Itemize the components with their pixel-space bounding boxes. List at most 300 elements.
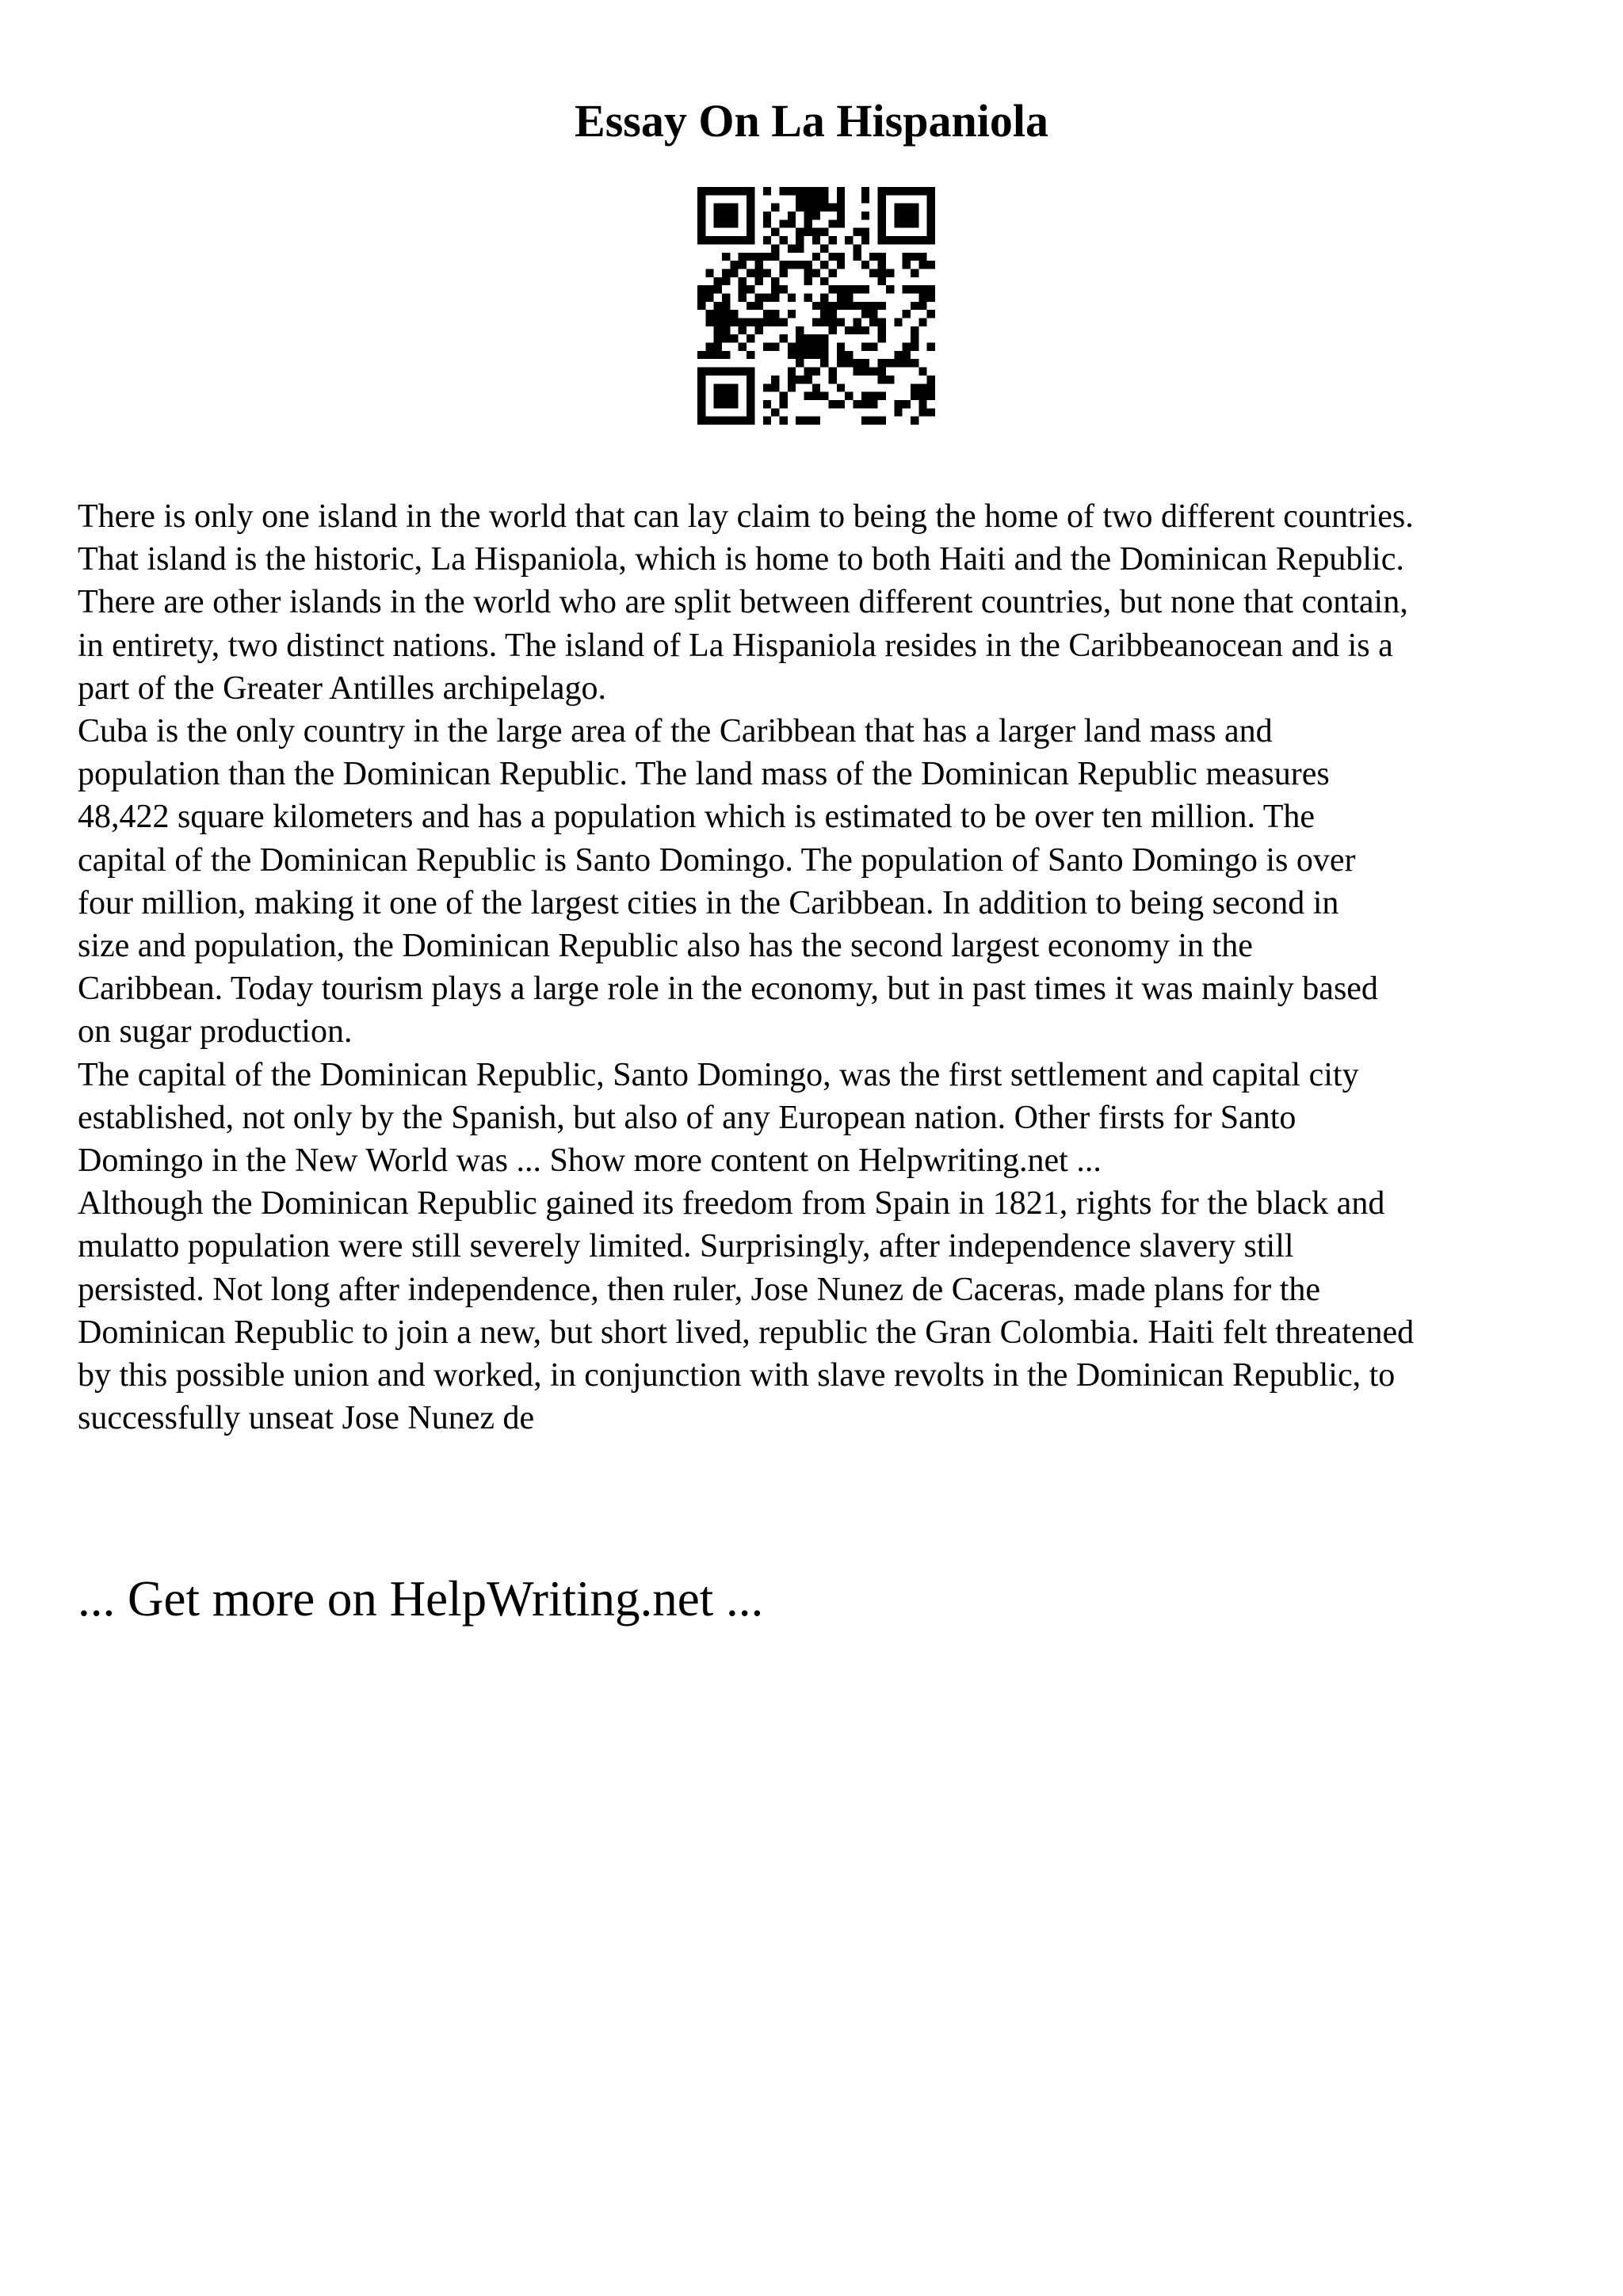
qr-module xyxy=(697,400,705,408)
qr-module xyxy=(705,343,713,351)
qr-module xyxy=(837,253,845,261)
qr-module xyxy=(730,400,738,408)
qr-module xyxy=(911,383,918,391)
qr-module xyxy=(861,343,869,351)
qr-module xyxy=(754,269,762,277)
qr-module xyxy=(730,318,738,326)
text-line: mulatto population were still severely limited. Surprisingly, after independence slavery still xyxy=(78,1228,1294,1265)
qr-module xyxy=(722,392,730,400)
qr-module xyxy=(845,351,853,359)
qr-module xyxy=(754,261,762,269)
qr-module xyxy=(730,310,738,318)
qr-module xyxy=(894,187,902,195)
qr-module xyxy=(854,244,861,252)
qr-module xyxy=(845,236,853,244)
qr-module xyxy=(747,219,754,227)
qr-module xyxy=(829,368,837,376)
essay-body xyxy=(78,495,1568,1440)
qr-module xyxy=(829,400,837,408)
qr-module xyxy=(869,302,877,310)
get-more-link[interactable]: ... Get more on HelpWriting.net ... xyxy=(78,1571,764,1627)
qr-module xyxy=(763,343,771,351)
qr-module xyxy=(779,285,787,293)
page-title: Essay On La Hispaniola xyxy=(575,95,1048,147)
qr-module xyxy=(927,383,935,391)
qr-module xyxy=(861,187,869,195)
qr-module xyxy=(861,285,869,293)
qr-module xyxy=(869,310,877,318)
qr-module xyxy=(730,187,738,195)
qr-module xyxy=(878,187,886,195)
qr-module xyxy=(779,219,787,227)
qr-module xyxy=(820,195,828,203)
qr-module xyxy=(911,236,918,244)
qr-module xyxy=(927,228,935,236)
qr-module xyxy=(714,302,722,310)
qr-module xyxy=(845,392,853,400)
qr-module xyxy=(747,318,754,326)
qr-module xyxy=(788,219,796,227)
text-line: established, not only by the Spanish, but also of any European nation. Other firsts for Santo xyxy=(78,1099,1296,1136)
qr-module xyxy=(894,359,902,367)
qr-module xyxy=(754,293,762,301)
qr-module xyxy=(739,326,747,334)
qr-module xyxy=(763,253,771,261)
qr-module xyxy=(918,187,926,195)
qr-module xyxy=(722,326,730,334)
qr-module xyxy=(820,261,828,269)
qr-module xyxy=(869,368,877,376)
qr-module xyxy=(886,187,894,195)
qr-module xyxy=(747,383,754,391)
qr-module xyxy=(869,417,877,425)
text-line: persisted. Not long after independence, then ruler, Jose Nunez de Caceras, made plans for the xyxy=(78,1271,1321,1308)
qr-module xyxy=(697,408,705,416)
qr-module xyxy=(763,269,771,277)
qr-module xyxy=(739,285,747,293)
qr-module xyxy=(861,310,869,318)
qr-module xyxy=(861,400,869,408)
qr-module xyxy=(722,318,730,326)
paragraph-2 xyxy=(78,710,1568,1054)
text-line: on sugar production. xyxy=(78,1013,353,1051)
qr-module xyxy=(747,228,754,236)
qr-module xyxy=(829,253,837,261)
qr-module xyxy=(903,400,911,408)
qr-module xyxy=(788,187,796,195)
qr-module xyxy=(878,326,886,334)
qr-module xyxy=(739,253,747,261)
qr-module xyxy=(927,343,935,351)
qr-module xyxy=(878,277,886,285)
qr-module xyxy=(886,285,894,293)
qr-module xyxy=(845,285,853,293)
qr-module xyxy=(927,293,935,301)
qr-module xyxy=(820,187,828,195)
qr-module xyxy=(747,269,754,277)
qr-module xyxy=(705,236,713,244)
qr-module xyxy=(697,195,705,203)
qr-module xyxy=(714,383,722,391)
qr-module xyxy=(918,368,926,376)
text-line: Cuba is the only country in the large area of the Caribbean that has a larger land mass and xyxy=(78,713,1273,750)
qr-module xyxy=(714,277,722,285)
text-line: Although the Dominican Republic gained its freedom from Spain in 1821, rights for the black and xyxy=(78,1185,1385,1222)
qr-module xyxy=(788,351,796,359)
qr-module xyxy=(788,343,796,351)
qr-module xyxy=(829,318,837,326)
qr-module xyxy=(722,253,730,261)
qr-module xyxy=(796,228,804,236)
qr-module xyxy=(903,236,911,244)
qr-module xyxy=(820,351,828,359)
qr-module xyxy=(854,368,861,376)
qr-module xyxy=(927,310,935,318)
qr-module xyxy=(911,253,918,261)
qr-module xyxy=(894,408,902,416)
qr-module xyxy=(730,212,738,219)
qr-module xyxy=(927,261,935,269)
qr-module xyxy=(796,417,804,425)
qr-module xyxy=(796,195,804,203)
qr-module xyxy=(918,285,926,293)
qr-module xyxy=(739,277,747,285)
text-line: There are other islands in the world who are split between different countries, but none that contain, xyxy=(78,584,1408,621)
qr-module xyxy=(812,343,820,351)
qr-module xyxy=(804,212,812,219)
text-line: population than the Dominican Republic. The land mass of the Dominican Republic measures xyxy=(78,756,1330,793)
qr-module xyxy=(796,343,804,351)
qr-module xyxy=(788,293,796,301)
qr-module xyxy=(820,310,828,318)
qr-module xyxy=(837,219,845,227)
qr-module xyxy=(837,293,845,301)
qr-module xyxy=(747,400,754,408)
qr-module xyxy=(796,376,804,383)
qr-module xyxy=(861,359,869,367)
qr-module xyxy=(869,400,877,408)
qr-module xyxy=(705,318,713,326)
qr-module xyxy=(854,326,861,334)
qr-module xyxy=(878,212,886,219)
qr-module xyxy=(918,293,926,301)
qr-module xyxy=(911,417,918,425)
qr-module xyxy=(796,326,804,334)
qr-module xyxy=(911,204,918,212)
qr-module xyxy=(714,219,722,227)
qr-module xyxy=(903,310,911,318)
qr-module xyxy=(771,228,779,236)
qr-module xyxy=(869,318,877,326)
qr-module xyxy=(697,293,705,301)
qr-module xyxy=(878,334,886,342)
qr-module xyxy=(820,204,828,212)
qr-module xyxy=(837,343,845,351)
qr-module xyxy=(911,359,918,367)
qr-module xyxy=(705,285,713,293)
qr-module xyxy=(812,368,820,376)
qr-module xyxy=(763,400,771,408)
qr-module xyxy=(837,195,845,203)
qr-module xyxy=(697,285,705,293)
qr-module xyxy=(763,417,771,425)
qr-module xyxy=(697,368,705,376)
qr-module xyxy=(927,408,935,416)
qr-module xyxy=(829,236,837,244)
qr-module xyxy=(927,212,935,219)
qr-module xyxy=(730,417,738,425)
qr-module xyxy=(927,219,935,227)
qr-module xyxy=(812,236,820,244)
qr-module xyxy=(829,269,837,277)
qr-module xyxy=(722,310,730,318)
qr-module xyxy=(820,359,828,367)
qr-module xyxy=(812,253,820,261)
qr-module xyxy=(812,318,820,326)
qr-module xyxy=(763,318,771,326)
qr-code-icon xyxy=(697,187,935,425)
qr-module xyxy=(878,261,886,269)
qr-module xyxy=(812,417,820,425)
qr-module xyxy=(739,293,747,301)
qr-module xyxy=(771,244,779,252)
qr-module xyxy=(697,392,705,400)
qr-module xyxy=(894,219,902,227)
qr-module xyxy=(754,253,762,261)
qr-module xyxy=(804,376,812,383)
qr-module xyxy=(812,195,820,203)
qr-module xyxy=(714,236,722,244)
qr-module xyxy=(878,219,886,227)
qr-module xyxy=(854,302,861,310)
qr-module xyxy=(705,417,713,425)
qr-module xyxy=(739,187,747,195)
qr-module xyxy=(829,310,837,318)
qr-module xyxy=(903,343,911,351)
qr-module xyxy=(886,236,894,244)
text-line: successfully unseat Jose Nunez de xyxy=(78,1400,535,1437)
qr-module xyxy=(722,302,730,310)
qr-module xyxy=(878,228,886,236)
qr-module xyxy=(747,408,754,416)
qr-module xyxy=(747,334,754,342)
qr-module xyxy=(714,417,722,425)
qr-module xyxy=(861,392,869,400)
qr-module xyxy=(804,343,812,351)
qr-module xyxy=(796,261,804,269)
qr-module xyxy=(820,277,828,285)
qr-module xyxy=(918,302,926,310)
qr-module xyxy=(779,417,787,425)
qr-module xyxy=(869,269,877,277)
qr-module xyxy=(845,359,853,367)
qr-module xyxy=(739,236,747,244)
qr-module xyxy=(804,219,812,227)
qr-module xyxy=(771,376,779,383)
qr-module xyxy=(927,392,935,400)
qr-module xyxy=(812,392,820,400)
qr-module xyxy=(854,359,861,367)
qr-module xyxy=(869,392,877,400)
qr-module xyxy=(697,204,705,212)
qr-module xyxy=(845,302,853,310)
qr-module xyxy=(697,302,705,310)
qr-module xyxy=(903,187,911,195)
qr-module xyxy=(714,334,722,342)
qr-module xyxy=(714,392,722,400)
qr-module xyxy=(861,261,869,269)
qr-module xyxy=(911,326,918,334)
qr-module xyxy=(779,269,787,277)
paragraph-1 xyxy=(78,495,1568,710)
qr-module xyxy=(697,351,705,359)
qr-module xyxy=(878,368,886,376)
qr-module xyxy=(747,392,754,400)
qr-module xyxy=(878,318,886,326)
qr-module xyxy=(730,392,738,400)
qr-module xyxy=(722,269,730,277)
qr-module xyxy=(788,383,796,391)
qr-module xyxy=(788,376,796,383)
qr-module xyxy=(714,400,722,408)
qr-module xyxy=(903,359,911,367)
qr-module xyxy=(705,368,713,376)
qr-module xyxy=(771,343,779,351)
qr-module xyxy=(788,244,796,252)
paragraph-3 xyxy=(78,1054,1568,1440)
qr-module xyxy=(927,376,935,383)
qr-module xyxy=(754,326,762,334)
qr-module xyxy=(763,236,771,244)
qr-module xyxy=(845,293,853,301)
qr-module xyxy=(804,269,812,277)
qr-module xyxy=(894,318,902,326)
qr-module xyxy=(903,212,911,219)
qr-module xyxy=(763,310,771,318)
qr-module xyxy=(697,219,705,227)
qr-module xyxy=(722,383,730,391)
qr-module xyxy=(812,269,820,277)
qr-module xyxy=(869,343,877,351)
qr-module xyxy=(747,368,754,376)
qr-module xyxy=(911,187,918,195)
qr-module xyxy=(722,351,730,359)
qr-module xyxy=(837,204,845,212)
qr-module xyxy=(918,383,926,391)
qr-module xyxy=(812,302,820,310)
text-line: part of the Greater Antilles archipelago. xyxy=(78,669,607,707)
qr-module xyxy=(779,261,787,269)
qr-module xyxy=(714,351,722,359)
qr-module xyxy=(886,359,894,367)
qr-module xyxy=(779,392,787,400)
qr-module xyxy=(878,359,886,367)
qr-module xyxy=(812,228,820,236)
qr-module xyxy=(714,318,722,326)
qr-module xyxy=(763,187,771,195)
qr-module xyxy=(796,334,804,342)
qr-module xyxy=(739,318,747,326)
qr-module xyxy=(869,253,877,261)
qr-module xyxy=(697,187,705,195)
qr-module xyxy=(812,351,820,359)
qr-module xyxy=(747,302,754,310)
qr-module xyxy=(722,236,730,244)
qr-module xyxy=(812,187,820,195)
text-line: That island is the historic, La Hispaniola, which is home to both Haiti and the Dominican Republic. xyxy=(78,541,1404,578)
qr-module xyxy=(788,310,796,318)
qr-module xyxy=(754,318,762,326)
qr-module xyxy=(837,400,845,408)
qr-module xyxy=(829,285,837,293)
qr-module xyxy=(754,302,762,310)
qr-module xyxy=(714,343,722,351)
qr-module xyxy=(829,219,837,227)
qr-module xyxy=(779,400,787,408)
text-line: The capital of the Dominican Republic, Santo Domingo, was the first settlement and capital city xyxy=(78,1056,1359,1093)
qr-module xyxy=(705,269,713,277)
qr-module xyxy=(878,253,886,261)
qr-module xyxy=(804,368,812,376)
qr-module xyxy=(894,236,902,244)
text-line: Domingo in the New World was ... Show more content on Helpwriting.net ... xyxy=(78,1142,1102,1180)
qr-module xyxy=(820,293,828,301)
qr-module xyxy=(820,318,828,326)
qr-module xyxy=(878,195,886,203)
qr-module xyxy=(878,236,886,244)
qr-module xyxy=(722,212,730,219)
qr-module xyxy=(837,212,845,219)
qr-module xyxy=(771,204,779,212)
qr-module xyxy=(837,318,845,326)
qr-module xyxy=(730,204,738,212)
qr-module xyxy=(779,236,787,244)
qr-module xyxy=(722,277,730,285)
qr-module xyxy=(796,359,804,367)
qr-module xyxy=(820,343,828,351)
qr-module xyxy=(837,383,845,391)
qr-module xyxy=(714,310,722,318)
qr-module xyxy=(804,417,812,425)
qr-module xyxy=(894,400,902,408)
qr-module xyxy=(771,285,779,293)
qr-module xyxy=(754,277,762,285)
qr-module xyxy=(779,187,787,195)
qr-module xyxy=(796,236,804,244)
qr-module xyxy=(730,383,738,391)
qr-module xyxy=(878,376,886,383)
qr-module xyxy=(722,417,730,425)
qr-module xyxy=(804,261,812,269)
qr-module xyxy=(763,219,771,227)
qr-module xyxy=(861,417,869,425)
qr-module xyxy=(739,368,747,376)
qr-module xyxy=(927,285,935,293)
qr-module xyxy=(697,212,705,219)
qr-module xyxy=(747,204,754,212)
text-line: four million, making it one of the largest cities in the Caribbean. In addition to being second in xyxy=(78,884,1339,921)
qr-module xyxy=(697,236,705,244)
qr-module xyxy=(861,236,869,244)
qr-module xyxy=(903,351,911,359)
qr-module xyxy=(788,368,796,376)
qr-module xyxy=(812,212,820,219)
qr-module xyxy=(812,334,820,342)
qr-module xyxy=(829,302,837,310)
qr-module xyxy=(878,417,886,425)
qr-module xyxy=(927,195,935,203)
qr-module xyxy=(804,187,812,195)
